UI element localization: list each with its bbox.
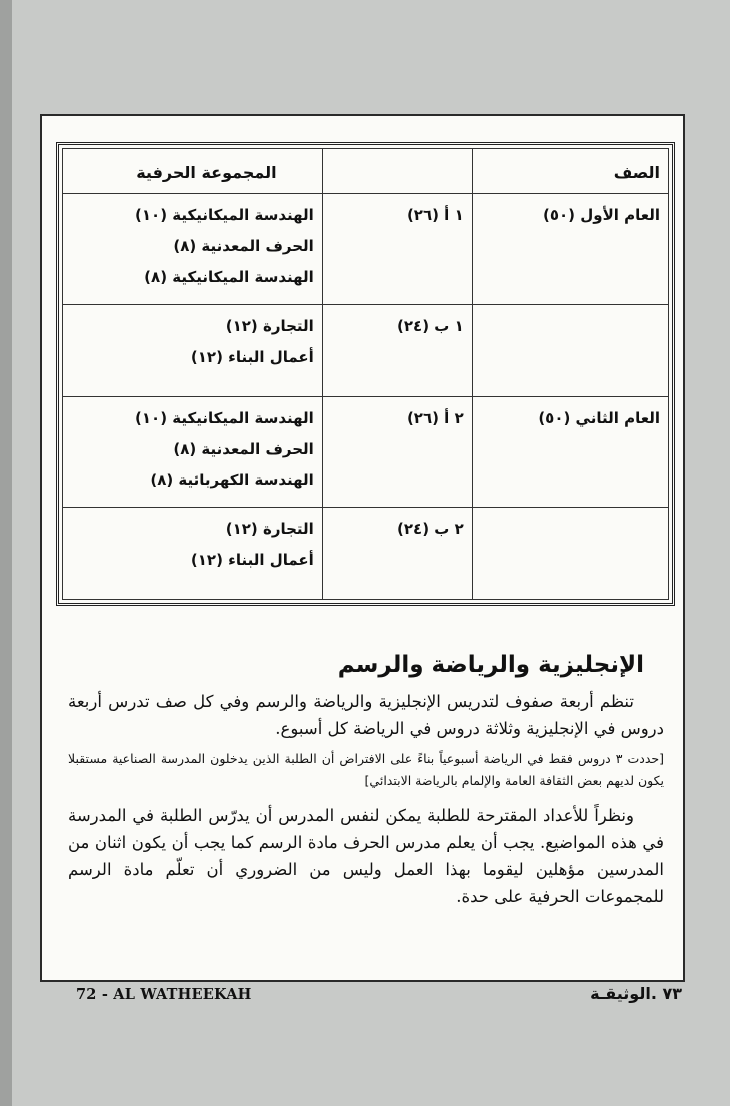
grade-cell — [472, 305, 668, 397]
section-heading: الإنجليزية والرياضة والرسم — [337, 652, 644, 678]
trade-item: التجارة (١٢) — [225, 317, 314, 335]
trades-cell — [63, 305, 323, 397]
trades-cell — [63, 194, 323, 305]
header-trade-group: المجموعة الحرفية — [63, 149, 323, 194]
bracketed-note: [حددت ٣ دروس فقط في الرياضة أسبوعياً بناءً على الافتراض أن الطلبة الذين يدخلون المدرسة الصناعية مستقبلا يكون لديهم بعض الثقافة العامة والإلمام بالرياضة الابتدائي] — [68, 751, 664, 788]
class-cell: ١ ب (٢٤) — [322, 305, 472, 397]
footer-page-label-arabic: ٧٣ .الوثيقـة — [590, 984, 682, 1003]
trades-cell — [63, 508, 323, 600]
grade-cell — [472, 508, 668, 600]
trades-cell — [63, 397, 323, 508]
table-row — [63, 508, 669, 600]
paragraph: ونظراً للأعداد المقترحة للطلبة يمكن لنفس المدرس أن يدرّس الطلبة في المدرسة في هذه المواضيع. يجب أن يعلم مدرس الحرف مادة الرسم كما يجب أن يكون اثنان من المدرسين مؤهلين ليقوما بهذا العمل وليس من الضروري أن تعلّم مادة الرسم للمجموعات الحرفية على حدة. — [68, 806, 664, 906]
footer-page-label-english: 72 - AL WATHEEKAH — [76, 986, 252, 1003]
trade-item: الحرف المعدنية (٨) — [173, 440, 314, 458]
grade-cell: العام الثاني (٥٠) — [472, 397, 668, 508]
class-distribution-table — [62, 148, 669, 600]
trade-item: الهندسة الميكانيكية (٨) — [144, 268, 314, 286]
table-row — [63, 397, 669, 508]
text-section — [68, 652, 664, 910]
trade-item: الهندسة الكهربائية (٨) — [150, 471, 314, 489]
class-cell: ٢ ب (٢٤) — [322, 508, 472, 600]
grade-cell: العام الأول (٥٠) — [472, 194, 668, 305]
trade-item: الهندسة الميكانيكية (١٠) — [135, 206, 314, 224]
trade-item: أعمال البناء (١٢) — [190, 551, 314, 569]
table-row — [63, 194, 669, 305]
header-class — [322, 149, 472, 194]
trade-item: أعمال البناء (١٢) — [190, 348, 314, 366]
class-cell: ٢ أ (٢٦) — [322, 397, 472, 508]
table-row — [63, 305, 669, 397]
trade-item: الهندسة الميكانيكية (١٠) — [135, 409, 314, 427]
class-table-frame — [56, 142, 675, 606]
paragraph: تنظم أربعة صفوف لتدريس الإنجليزية والرياضة والرسم وفي كل صف تدرس أربعة دروس في الإنجليزية وثلاثة دروس في الرياضة كل أسبوع. — [68, 692, 664, 738]
class-cell: ١ أ (٢٦) — [322, 194, 472, 305]
trade-item: الحرف المعدنية (٨) — [173, 237, 314, 255]
table-header-row — [63, 149, 669, 194]
trade-item: التجارة (١٢) — [225, 520, 314, 538]
page-content-frame — [40, 114, 685, 982]
page-edge — [0, 0, 12, 1106]
header-grade: الصف — [472, 149, 668, 194]
